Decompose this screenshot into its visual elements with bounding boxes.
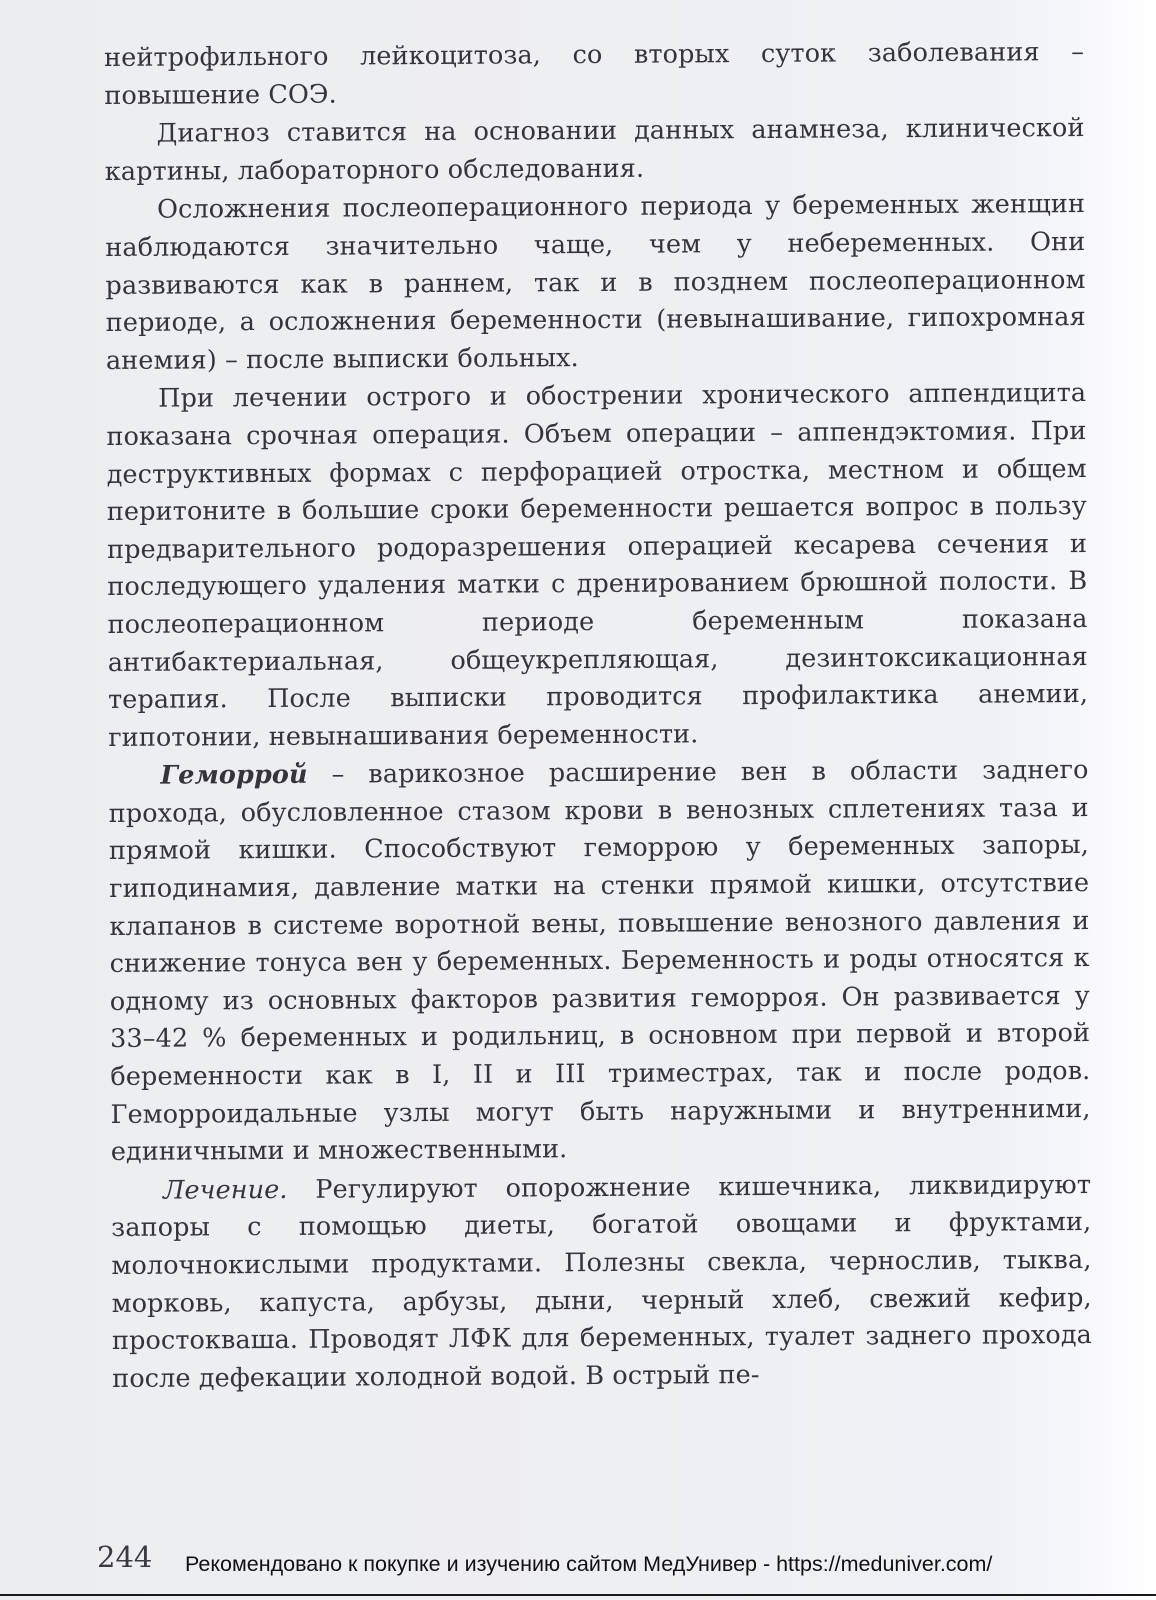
paragraph-hemorrhoids	[108, 752, 1091, 1172]
paragraph-2-text: Диагноз ставится на основании данных анамнеза, клинической картины, лабораторного обследования.	[104, 113, 1085, 187]
paragraph-hemorrhoids-text: – варикозное расширение вен в области заднего прохода, обусловленное стазом крови в венозных сплетениях таза и прямой кишки. Способствуют геморрою у беременных запоры, гиподинамия, давление матки на стенки прямой кишки, отсутствие клапанов в системе воротной вены, повышение венозного давления и снижение тонуса вен у беременных. Беременность и роды относятся к одному из основных факторов развития геморроя. Он развивается у 33–42 % беременных и родильниц, в основном при первой и второй беременности как в I, II и III триместрах, так и после родов. Геморроидальные узлы могут быть наружными и внутренними, единичными и множественными.	[108, 755, 1091, 1168]
paragraph-1	[104, 34, 1084, 115]
paragraph-4	[106, 375, 1088, 757]
bottom-divider	[0, 1594, 1156, 1596]
paragraph-treatment-text: Регулируют опорожнение кишечника, ликвидируют запоры с помощью диеты, богатой овощами и фруктами, молочнокислыми продуктами. Полезны свекла, чернослив, тыква, морковь, капуста, арбузы, дыни, черный хлеб, свежий кефир, простокваша. Проводят ЛФК для беременных, туалет заднего прохода после дефекации холодной водой. В острый пе-	[111, 1169, 1093, 1394]
term-treatment: Лечение.	[162, 1174, 288, 1206]
paragraph-1-text: нейтрофильного лейкоцитоза, со вторых суток заболевания – повышение СОЭ.	[104, 37, 1085, 111]
paragraph-2	[104, 110, 1084, 191]
page-body	[104, 34, 1092, 1399]
paragraph-3	[105, 186, 1086, 380]
paragraph-4-text: При лечении острого и обострении хронического аппендицита показана срочная операция. Объем операции – аппендэктомия. При деструктивных формах с перфорацией отростка, местном и общем перитоните в большие сроки беременности решается вопрос в пользу предварительного родоразрешения операцией кесарева сечения и последующего удаления матки с дренированием брюшной полости. В послеоперационном периоде беременным показана антибактериальная, общеукрепляющая, дезинтоксикационная терапия. После выписки проводится профилактика анемии, гипотонии, невынашивания беременности.	[106, 378, 1089, 753]
page-number: 244	[97, 1540, 153, 1574]
watermark-text: Рекомендовано к покупке и изучению сайтом МедУнивер - https://meduniver.com/	[185, 1552, 993, 1576]
paragraph-treatment	[111, 1167, 1092, 1399]
term-hemorrhoids: Геморрой	[160, 760, 308, 791]
paragraph-3-text: Осложнения послеоперационного периода у беременных женщин наблюдаются значительно чаще, чем у небеременных. Они развиваются как в раннем, так и в позднем послеоперационном периоде, а осложнения беременности (невынашивание, гипохромная анемия) – после выписки больных.	[105, 189, 1086, 376]
